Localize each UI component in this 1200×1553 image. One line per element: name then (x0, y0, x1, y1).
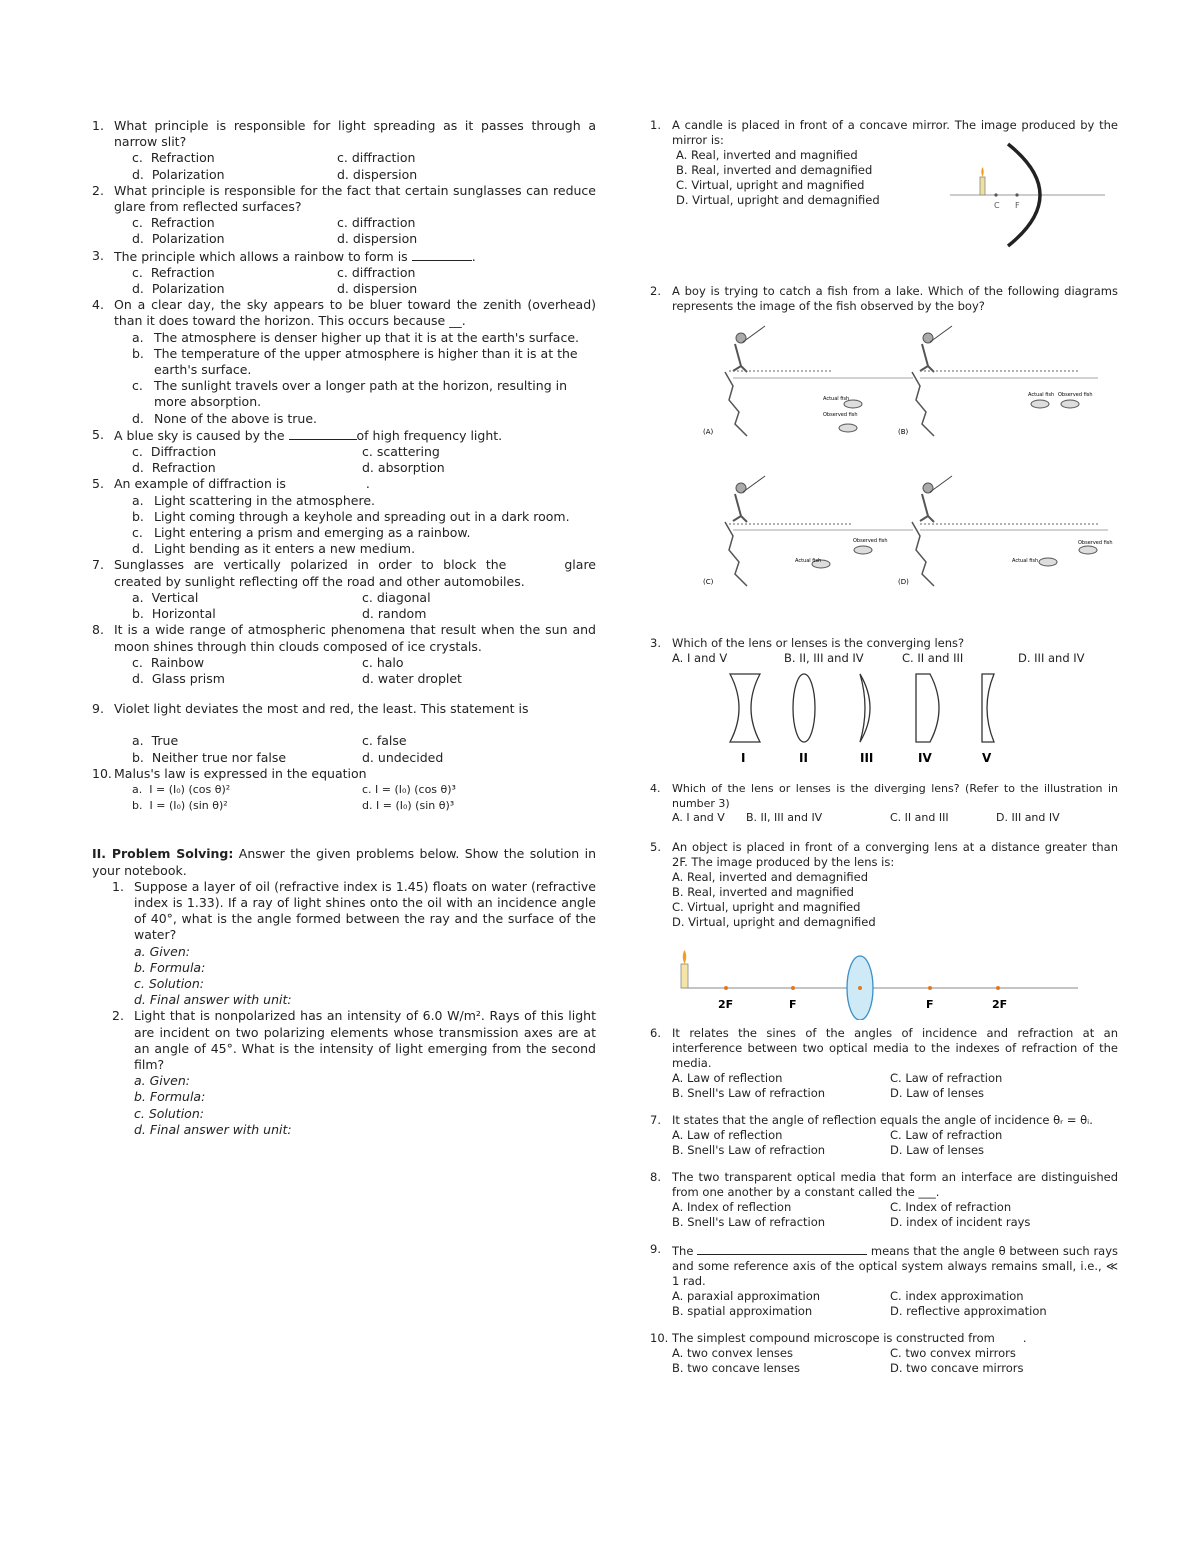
solution-steps (134, 944, 596, 1009)
lens-label-iv: IV (918, 751, 932, 765)
option: B. Snell's Law of refraction (672, 1214, 826, 1229)
option: d. Polarization (132, 231, 225, 247)
problem-text: Light that is nonpolarized has an intensity of 6.0 W/m². Rays of this light are incident on two polarizing elements whose transmission axes are at an angle of 45°. What is the intensity of light emerging from the second film? (134, 1008, 596, 1072)
problem-2 (112, 1008, 596, 1138)
question-text: A blue sky is caused by the of high frequency light. (114, 427, 503, 443)
option: d. undecided (362, 749, 444, 765)
option: c. diffraction (337, 150, 416, 166)
question-number: 10. (650, 1330, 669, 1345)
option: D. Law of lenses (890, 1142, 985, 1157)
option: d. Refraction (132, 460, 216, 476)
left-column (92, 118, 596, 1138)
observed-fish-label: Observed fish (823, 412, 858, 418)
option: C. index approximation (890, 1288, 1024, 1303)
observed-fish (1079, 546, 1097, 554)
options (114, 493, 596, 558)
options (672, 1200, 1118, 1230)
actual-fish-label: Actual fish (1012, 558, 1039, 564)
question-text: It states that the angle of reflection equals the angle of incidence θᵣ = θᵢ. (672, 1112, 1093, 1127)
option: d. dispersion (337, 166, 418, 182)
question-6 (92, 476, 596, 557)
question-text: It relates the sines of the angles of incidence and refraction at an interference between two optical media to the indexes of refraction of the media. (672, 1025, 1118, 1070)
boy-body (733, 494, 747, 522)
right-question-5 (648, 840, 1118, 930)
candle-flame (981, 167, 984, 177)
option: C. Law of refraction (890, 1127, 1003, 1142)
option: D. Law of lenses (890, 1085, 985, 1100)
question-text: An object is placed in front of a converging lens at a distance greater than 2F. The image produced by the lens is: (672, 839, 1118, 869)
question-text: Malus's law is expressed in the equation (114, 765, 367, 781)
lens-iii (860, 674, 870, 742)
option: a. Light scattering in the atmosphere. (132, 492, 375, 508)
actual-fish-label: Actual fish (795, 558, 822, 564)
option: C. II and III (890, 811, 949, 824)
question-number: 7. (650, 1112, 661, 1127)
option: a. The atmosphere is denser higher up that it is at the earth's surface. (132, 329, 579, 345)
option: c. Refraction (132, 264, 215, 280)
point-f-right (928, 986, 932, 990)
option: B. II, III and IV (784, 651, 864, 665)
fishing-rod (743, 326, 765, 342)
question-number: 9. (92, 701, 104, 717)
section-intro: II. Problem Solving: Answer the given problems below. Show the solution in your notebook. (92, 846, 596, 878)
options (114, 265, 596, 297)
right-question-7 (648, 1113, 1118, 1158)
boy-body (733, 344, 747, 372)
fishing-rod (930, 326, 952, 342)
options (114, 444, 596, 476)
option: c. Refraction (132, 150, 215, 166)
question-text: What principle is responsible for the fact that certain sunglasses can reduce glare from reflected surfaces? (114, 182, 596, 215)
step-given: a. Given: (134, 1073, 190, 1089)
question-1 (92, 118, 596, 183)
question-text: Which of the lens or lenses is the converging lens? (672, 636, 965, 650)
observed-fish (839, 424, 857, 432)
option: C. Index of refraction (890, 1199, 1012, 1214)
question-number: 7. (92, 557, 104, 573)
step-final-answer: d. Final answer with unit: (134, 992, 292, 1008)
options (114, 782, 596, 814)
option: B. Real, inverted and magnified (672, 884, 854, 899)
option: b. Neither true nor false (132, 749, 287, 765)
candle (980, 177, 985, 195)
question-text: What principle is responsible for light spreading as it passes through a narrow slit? (114, 118, 596, 150)
options (114, 590, 596, 622)
question-number: 5. (92, 426, 104, 442)
observed-fish-label: Observed fish (1078, 540, 1113, 546)
fishing-rod (930, 476, 952, 492)
answer-blank (412, 248, 472, 261)
focal-point (1015, 193, 1018, 196)
question-number: 6. (650, 1025, 661, 1040)
option: c. scattering (362, 444, 440, 460)
option: c. diagonal (362, 589, 431, 605)
lens-i (730, 674, 760, 742)
option: c. Refraction (132, 215, 215, 231)
lens-label-i: I (741, 751, 746, 765)
question-number: 3. (92, 247, 104, 263)
question-number: 5. (92, 476, 104, 492)
point-2f-right (996, 986, 1000, 990)
question-number: 4. (92, 297, 104, 313)
point-2f-left (724, 986, 728, 990)
step-solution: c. Solution: (134, 1105, 204, 1121)
question-4 (92, 297, 596, 427)
option: A. two convex lenses (672, 1345, 793, 1360)
right-question-10 (648, 1331, 1118, 1376)
option: A. paraxial approximation (672, 1288, 821, 1303)
option: d. Light bending as it enters a new medium. (132, 541, 416, 557)
question-text: The two transparent optical media that form an interface are distinguished from one another by a constant called the ___. (672, 1169, 1118, 1199)
option: c. Light entering a prism and emerging as a rainbow. (132, 525, 471, 541)
question-number: 1. (92, 118, 104, 133)
options (114, 733, 596, 765)
shore (725, 372, 747, 436)
step-solution: c. Solution: (134, 975, 204, 991)
option: D. III and IV (996, 811, 1060, 824)
question-text: A candle is placed in front of a concave mirror. The image produced by the mirror is: (672, 118, 1118, 147)
option: B. Real, inverted and demagnified (676, 163, 873, 177)
option: d. dispersion (337, 231, 418, 247)
shore (725, 522, 747, 586)
option: C. Virtual, upright and magnified (676, 178, 865, 192)
answer-blank (289, 427, 357, 440)
fish-diagrams (648, 316, 1118, 606)
option: d. None of the above is true. (132, 410, 317, 426)
options (672, 1346, 1118, 1376)
panel-b-label: (B) (898, 428, 909, 436)
question-8 (92, 622, 596, 687)
option: A. Real, inverted and magnified (676, 148, 858, 162)
panel-d (898, 476, 1113, 586)
option: c. Diffraction (132, 444, 217, 460)
option: D. index of incident rays (890, 1214, 1031, 1229)
option: c. false (362, 733, 407, 749)
label-2f-right: 2F (992, 997, 1008, 1011)
converging-lens-diagram (648, 940, 1118, 1020)
option: d. water droplet (362, 670, 462, 686)
option: d. Glass prism (132, 670, 225, 686)
boy-body (920, 344, 934, 372)
panel-a-label: (A) (703, 428, 714, 436)
option: c. The sunlight travels over a longer path at the horizon, resulting in more absorption. (132, 378, 568, 410)
question-number: 1. (650, 118, 661, 132)
problem-solving-section (92, 846, 596, 1138)
lens-v (982, 674, 994, 742)
question-5 (92, 427, 596, 477)
lens-label-ii: II (799, 751, 808, 765)
option: a. True (132, 733, 179, 749)
observed-fish-label: Observed fish (853, 538, 888, 544)
question-text: The means that the angle θ between such rays and some reference axis of the optical system always remains small, i.e., ≪ 1 rad. (672, 1243, 1119, 1288)
concave-mirror-diagram (950, 140, 1110, 250)
question-text: An example of diffraction is . (114, 476, 370, 492)
panel-b (898, 326, 1098, 436)
point-f-left (791, 986, 795, 990)
candle-flame (683, 950, 687, 964)
question-text: On a clear day, the sky appears to be bluer toward the zenith (overhead) than it does toward the horizon. This occurs because __. (114, 297, 596, 329)
options (114, 150, 596, 182)
step-final-answer: d. Final answer with unit: (134, 1121, 292, 1137)
option: A. I and V (672, 651, 728, 665)
lens-label-v: V (982, 751, 992, 765)
option: D. two concave mirrors (890, 1360, 1024, 1375)
option: D. Virtual, upright and demagnified (672, 914, 876, 929)
right-question-6 (648, 1026, 1118, 1101)
option: d. Polarization (132, 281, 225, 297)
right-column (648, 118, 1118, 1376)
step-given: a. Given: (134, 943, 190, 959)
option: D. III and IV (1018, 651, 1085, 665)
options (114, 215, 596, 247)
label-c: C (994, 201, 1000, 210)
solution-steps (134, 1073, 596, 1138)
option: C. two convex mirrors (890, 1345, 1016, 1360)
question-number: 9. (650, 1241, 661, 1256)
actual-fish (1039, 558, 1057, 566)
question-number: 8. (92, 622, 104, 638)
question-3 (92, 248, 596, 298)
option: c. diffraction (337, 264, 416, 280)
options (672, 1071, 1118, 1101)
options (114, 330, 596, 427)
options (114, 655, 596, 687)
options (672, 651, 1118, 666)
option: b. Light coming through a keyhole and spreading out in a dark room. (132, 508, 570, 524)
option: C. Virtual, upright and magnified (672, 899, 861, 914)
problem-text: Suppose a layer of oil (refractive index is 1.45) floats on water (refractive index is 1.33). If a ray of light shines onto the oil with an incidence angle of 40°, what is the angle formed between the ray and the surface of the water? (134, 878, 596, 943)
shore (912, 372, 934, 436)
step-formula: b. Formula: (134, 1089, 206, 1105)
label-2f-left: 2F (718, 997, 734, 1011)
option: b. Horizontal (132, 606, 216, 622)
right-question-2 (648, 284, 1118, 314)
question-9 (92, 701, 596, 766)
option: B. spatial approximation (672, 1303, 813, 1318)
option: C. Law of refraction (890, 1070, 1003, 1085)
option: B. Snell's Law of refraction (672, 1142, 826, 1157)
right-question-8 (648, 1170, 1118, 1230)
label-f-left: F (789, 997, 797, 1011)
boy-body (920, 494, 934, 522)
options (672, 1128, 1118, 1158)
panel-d-label: (D) (898, 578, 909, 586)
panel-a (703, 326, 913, 436)
question-number: 10. (92, 765, 112, 781)
option: d. dispersion (337, 281, 418, 297)
right-question-3 (648, 636, 1118, 666)
panel-c (703, 476, 913, 586)
label-f-right: F (926, 997, 934, 1011)
observed-fish (854, 546, 872, 554)
lens-diagram (648, 666, 1118, 766)
question-number: 2. (92, 182, 104, 198)
option: d. absorption (362, 460, 445, 476)
options (672, 870, 1118, 930)
answer-blank (697, 1242, 867, 1255)
option: b. The temperature of the upper atmosphere is higher than it is at the earth's surface. (132, 345, 578, 378)
option: d. random (362, 606, 427, 622)
section-heading: II. Problem Solving: (92, 846, 234, 862)
label-f: F (1015, 201, 1020, 210)
option: B. II, III and IV (746, 811, 823, 824)
option: A. I and V (672, 811, 725, 824)
question-text: Sunglasses are vertically polarized in order to block the glare created by sunlight reflecting off the road and other automobiles. (114, 557, 596, 589)
option: c. halo (362, 654, 404, 670)
q1-body (672, 148, 1118, 244)
option: d. I = (I₀) (sin θ)³ (362, 799, 455, 813)
problem-number: 1. (112, 878, 124, 894)
option: A. Law of reflection (672, 1127, 783, 1142)
option: A. Index of reflection (672, 1199, 792, 1214)
question-number: 5. (650, 839, 661, 854)
question-number: 8. (650, 1169, 661, 1184)
option: D. Virtual, upright and demagnified (676, 193, 880, 207)
question-number: 2. (650, 284, 661, 298)
question-number: 4. (650, 782, 661, 795)
option: C. II and III (902, 651, 964, 665)
question-10 (92, 766, 596, 815)
question-text: The simplest compound microscope is constructed from . (672, 1330, 1027, 1345)
shore (912, 522, 934, 586)
actual-fish-label: Actual fish (823, 396, 850, 402)
candle (681, 964, 688, 988)
step-formula: b. Formula: (134, 959, 206, 975)
lens-center (858, 986, 862, 990)
lens-ii (793, 674, 815, 742)
options (672, 1289, 1118, 1319)
observed-fish (1061, 400, 1079, 408)
question-text: A boy is trying to catch a fish from a lake. Which of the following diagrams represents the image of the fish observed by the boy? (672, 284, 1118, 313)
question-2 (92, 183, 596, 248)
lens-label-iii: III (860, 751, 874, 765)
question-text: It is a wide range of atmospheric phenomena that result when the sun and moon shines through thin clouds composed of ice crystals. (114, 622, 596, 654)
panel-c-label: (C) (703, 578, 714, 586)
option: A. Law of reflection (672, 1070, 783, 1085)
right-question-1 (648, 118, 1118, 244)
right-question-4 (648, 782, 1118, 826)
problem-1 (112, 879, 596, 1009)
question-text: The principle which allows a rainbow to form is . (114, 248, 476, 264)
option: c. I = (I₀) (cos θ)³ (362, 782, 456, 796)
actual-fish (1031, 400, 1049, 408)
right-question-9 (648, 1242, 1118, 1319)
option: a. I = (I₀) (cos θ)² (132, 782, 231, 796)
option: B. Snell's Law of refraction (672, 1085, 826, 1100)
question-text: Which of the lens or lenses is the diverging lens? (Refer to the illustration in number 3) (672, 782, 1118, 810)
observed-fish-label: Observed fish (1058, 392, 1093, 398)
option: B. two concave lenses (672, 1360, 800, 1375)
option: b. I = (I₀) (sin θ)² (132, 799, 228, 813)
question-text: Violet light deviates the most and red, the least. This statement is (114, 701, 529, 717)
option: c. Rainbow (132, 654, 205, 670)
question-number: 3. (650, 636, 661, 650)
lens-iv (916, 674, 939, 742)
option: a. Vertical (132, 589, 199, 605)
option: c. diffraction (337, 215, 416, 231)
question-7 (92, 557, 596, 622)
options (672, 811, 1118, 826)
center-point (994, 193, 997, 196)
option: A. Real, inverted and demagnified (672, 869, 869, 884)
option: d. Polarization (132, 166, 225, 182)
option: D. reflective approximation (890, 1303, 1047, 1318)
problem-number: 2. (112, 1008, 124, 1024)
fishing-rod (743, 476, 765, 492)
actual-fish-label: Actual fish (1028, 392, 1055, 398)
